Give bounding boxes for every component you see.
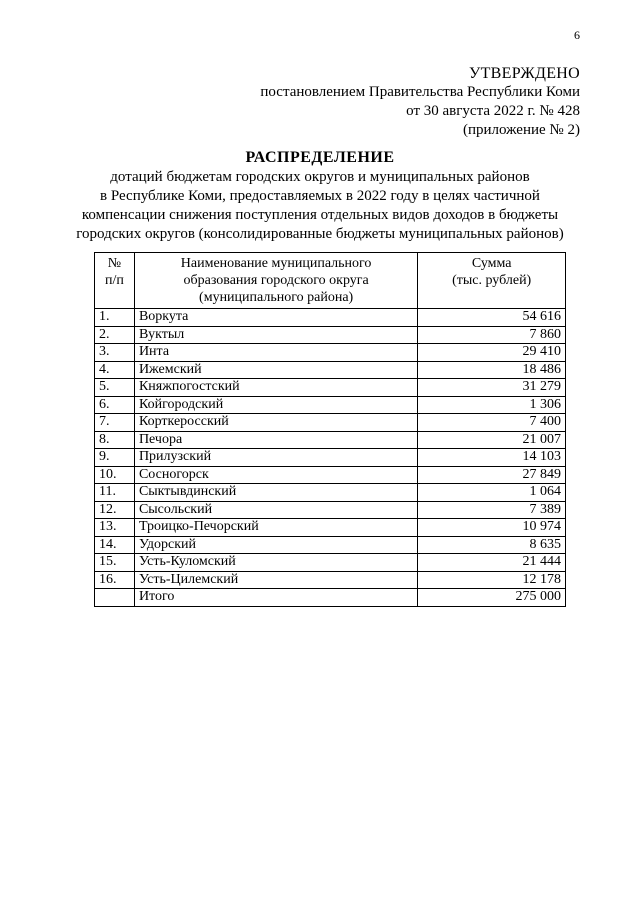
row-name: Вуктыл (134, 326, 417, 344)
header-sum-line: (тыс. рублей) (452, 273, 532, 288)
table-row (95, 554, 566, 572)
row-number: 9. (95, 449, 135, 467)
table-total-row (95, 589, 566, 607)
row-name: Воркута (134, 309, 417, 327)
table-row (95, 466, 566, 484)
row-sum: 14 103 (418, 449, 566, 467)
table-row (95, 309, 566, 327)
header-number-line: п/п (105, 273, 124, 288)
row-name: Удорский (134, 536, 417, 554)
row-name: Сыктывдинский (134, 484, 417, 502)
row-number: 5. (95, 379, 135, 397)
page-number: 6 (574, 28, 580, 42)
table-row (95, 449, 566, 467)
row-name: Печора (134, 431, 417, 449)
row-name: Койгородский (134, 396, 417, 414)
row-number: 1. (95, 309, 135, 327)
row-number: 6. (95, 396, 135, 414)
row-name: Княжпогостский (134, 379, 417, 397)
row-sum: 7 400 (418, 414, 566, 432)
row-number: 2. (95, 326, 135, 344)
table-row (95, 414, 566, 432)
table-row (95, 501, 566, 519)
header-number-line: № (107, 256, 122, 271)
table-row (95, 396, 566, 414)
approval-block (260, 64, 580, 140)
row-sum: 21 444 (418, 554, 566, 572)
total-number (95, 589, 135, 607)
header-name-line: (муниципального района) (199, 290, 354, 305)
row-number: 4. (95, 361, 135, 379)
row-name: Прилузский (134, 449, 417, 467)
row-sum: 1 064 (418, 484, 566, 502)
header-sum (418, 253, 566, 309)
row-sum: 8 635 (418, 536, 566, 554)
title-line: в Республике Коми, предоставляемых в 2022 году в целях частичной (100, 188, 540, 204)
row-number: 14. (95, 536, 135, 554)
header-number (95, 253, 135, 309)
row-sum: 7 860 (418, 326, 566, 344)
total-sum: 275 000 (418, 589, 566, 607)
row-number: 8. (95, 431, 135, 449)
approval-date: от 30 августа 2022 г. № 428 (406, 103, 580, 119)
approval-appendix: (приложение № 2) (462, 122, 580, 138)
row-sum: 18 486 (418, 361, 566, 379)
total-label: Итого (134, 589, 417, 607)
table-row (95, 536, 566, 554)
row-sum: 29 410 (418, 344, 566, 362)
row-number: 7. (95, 414, 135, 432)
title-line: дотаций бюджетам городских округов и муниципальных районов (110, 169, 530, 185)
distribution-table (94, 252, 566, 607)
header-sum-line: Сумма (471, 256, 512, 271)
row-sum: 21 007 (418, 431, 566, 449)
table-row (95, 519, 566, 537)
row-number: 16. (95, 571, 135, 589)
row-name: Усть-Куломский (134, 554, 417, 572)
table-row (95, 484, 566, 502)
row-name: Сосногорск (134, 466, 417, 484)
approval-stamp: УТВЕРЖДЕНО (468, 65, 580, 82)
title-heading: РАСПРЕДЕЛЕНИЕ (245, 149, 395, 166)
table-row (95, 571, 566, 589)
title-line: городских округов (консолидированные бюджеты муниципальных районов) (76, 226, 564, 242)
header-name-line: образования городского округа (183, 273, 369, 288)
row-sum: 7 389 (418, 501, 566, 519)
row-number: 11. (95, 484, 135, 502)
table-row (95, 431, 566, 449)
table-row (95, 379, 566, 397)
row-number: 12. (95, 501, 135, 519)
row-name: Усть-Цилемский (134, 571, 417, 589)
header-name (134, 253, 417, 309)
title-line: компенсации снижения поступления отдельных видов доходов в бюджеты (81, 207, 559, 223)
row-name: Ижемский (134, 361, 417, 379)
row-sum: 10 974 (418, 519, 566, 537)
table-row (95, 344, 566, 362)
row-name: Троицко-Печорский (134, 519, 417, 537)
row-name: Сысольский (134, 501, 417, 519)
row-sum: 31 279 (418, 379, 566, 397)
header-name-line: Наименование муниципального (180, 256, 372, 271)
row-number: 10. (95, 466, 135, 484)
row-number: 15. (95, 554, 135, 572)
row-sum: 54 616 (418, 309, 566, 327)
table-row (95, 361, 566, 379)
row-sum: 12 178 (418, 571, 566, 589)
approval-resolution: постановлением Правительства Республики Коми (260, 84, 580, 100)
row-sum: 27 849 (418, 466, 566, 484)
document-title (60, 148, 580, 244)
row-number: 3. (95, 344, 135, 362)
row-name: Корткеросский (134, 414, 417, 432)
row-sum: 1 306 (418, 396, 566, 414)
row-name: Инта (134, 344, 417, 362)
table-row (95, 326, 566, 344)
table-header-row (95, 253, 566, 309)
row-number: 13. (95, 519, 135, 537)
